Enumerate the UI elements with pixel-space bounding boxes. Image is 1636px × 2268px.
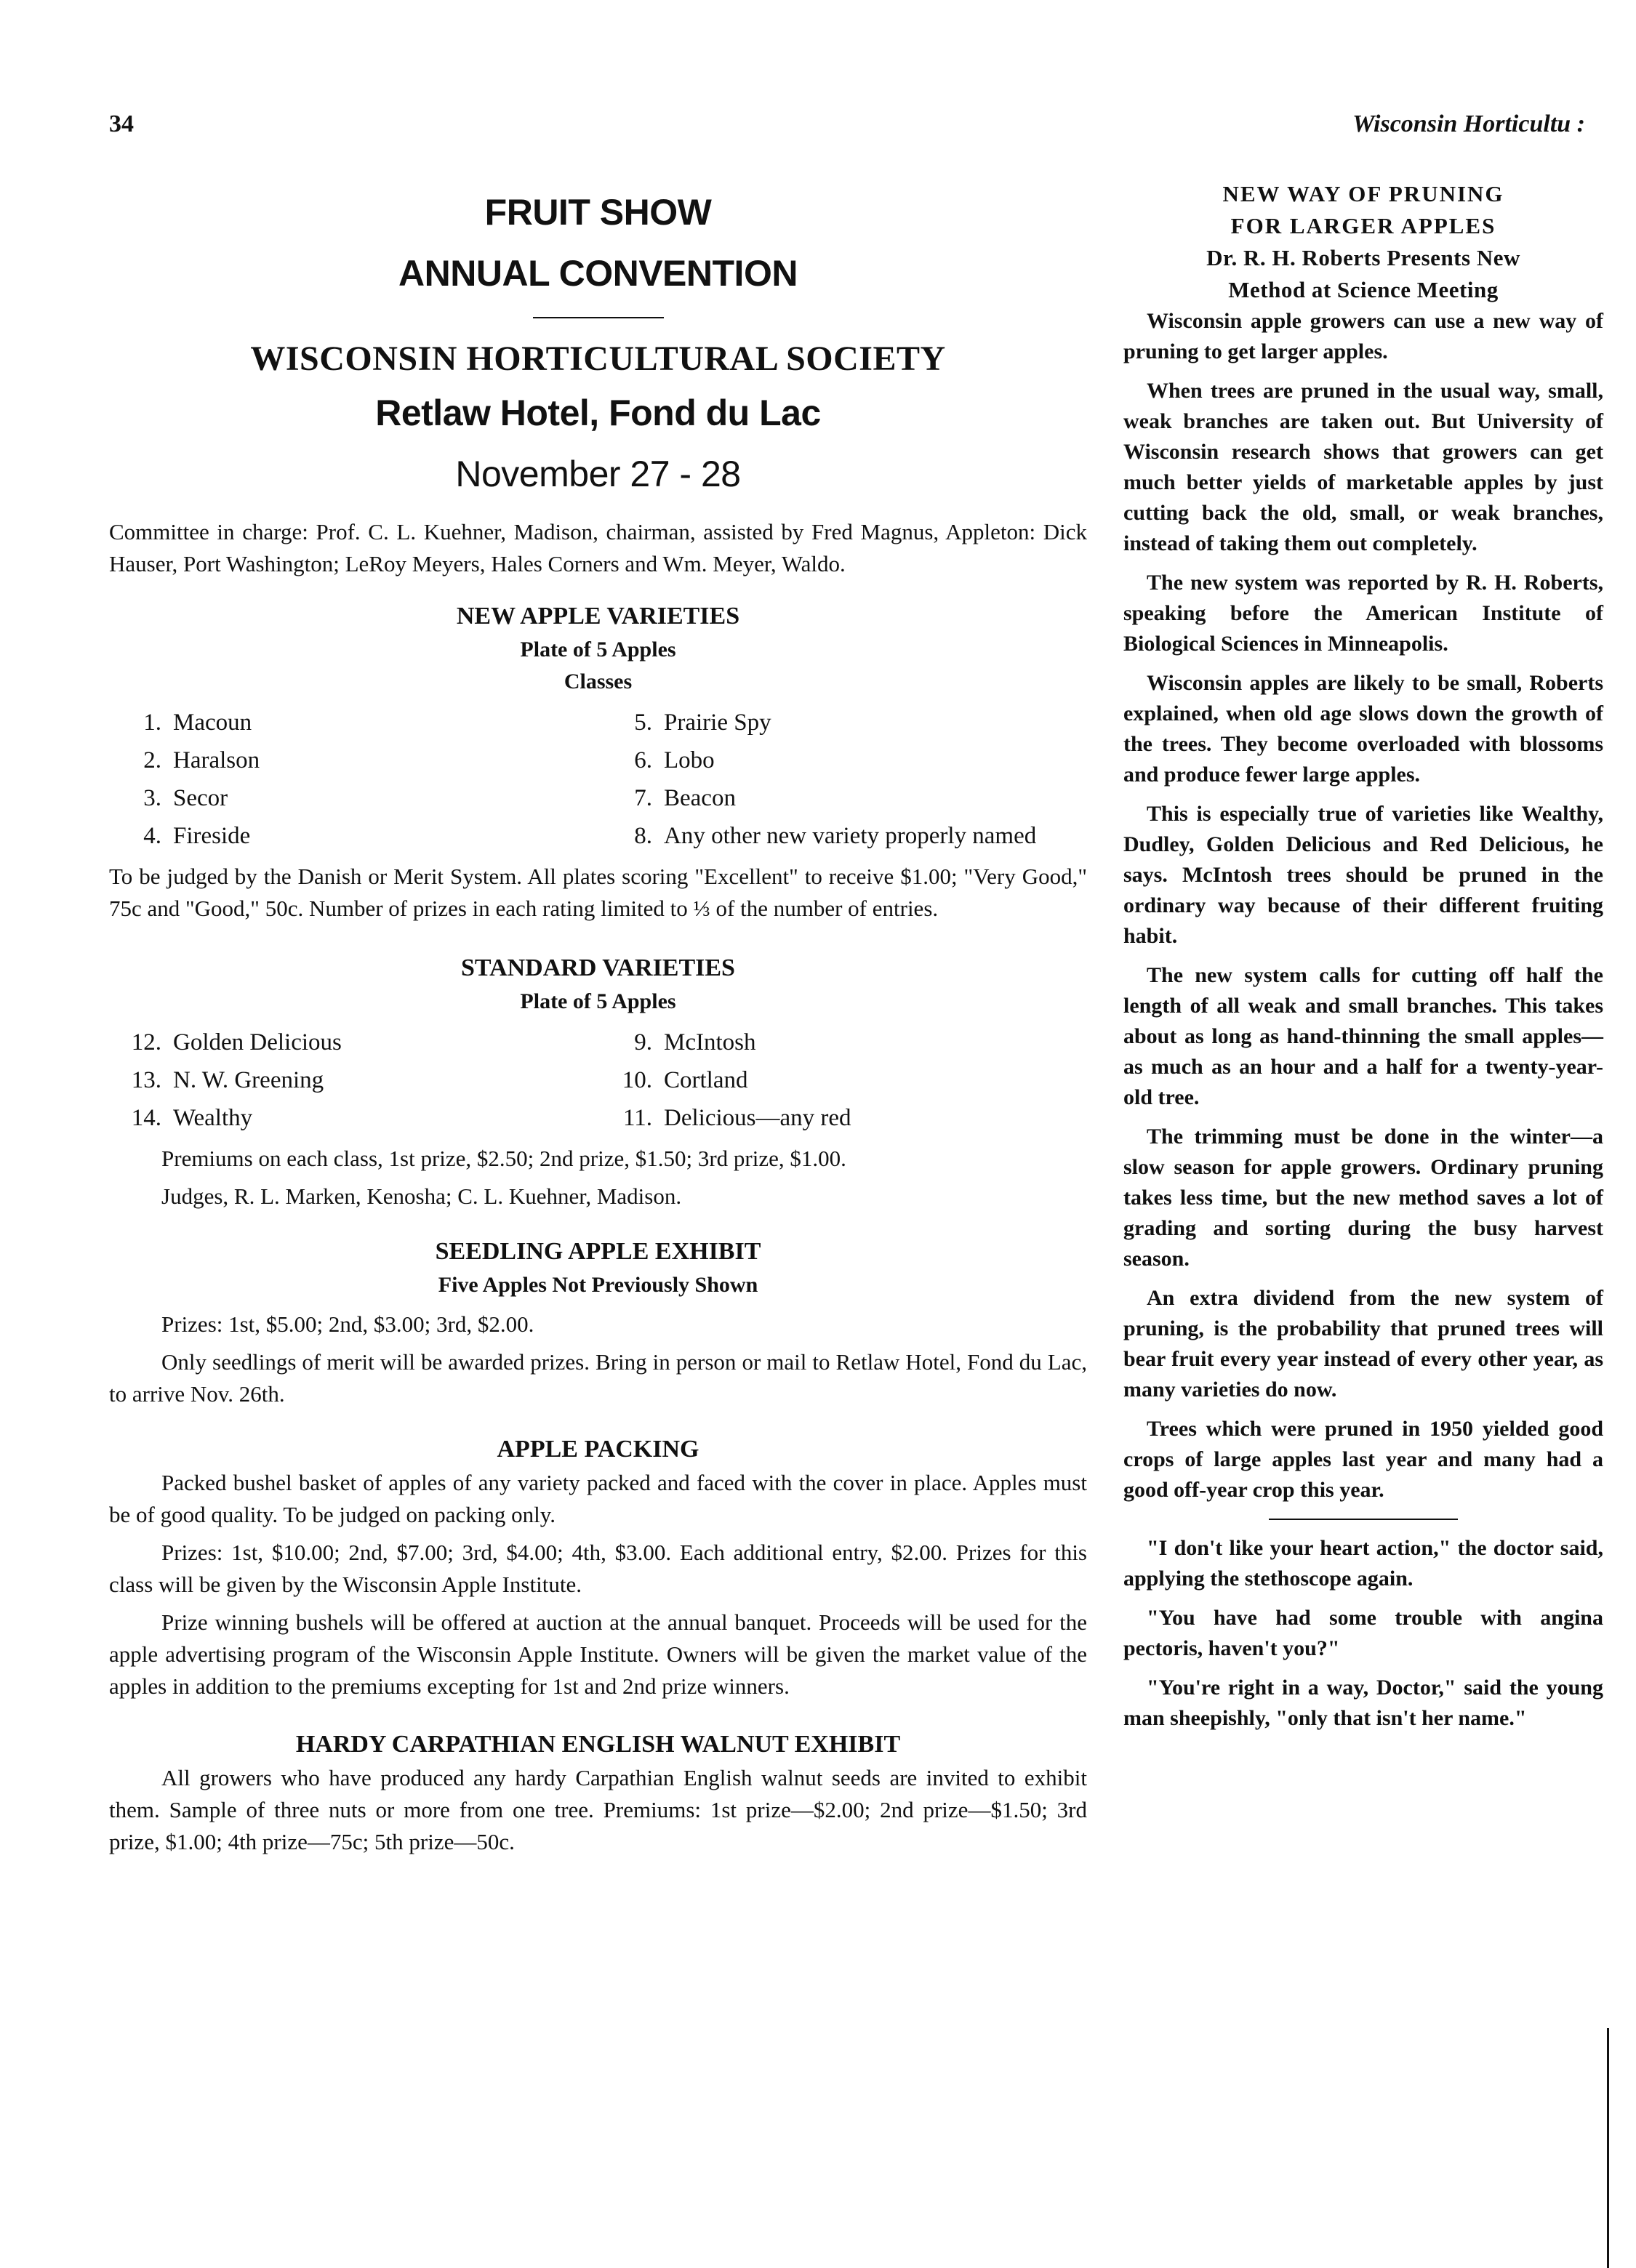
article-p1: Wisconsin apple growers can use a new way of pruning to get larger apples. xyxy=(1123,309,1603,363)
list-item: 12. Golden Delicious xyxy=(131,1029,342,1055)
new-varieties-right xyxy=(600,704,1087,855)
list-item: 13. N. W. Greening xyxy=(131,1067,324,1093)
society-name: WISCONSIN HORTICULTURAL SOCIETY xyxy=(250,339,946,378)
list-item: 7. Beacon xyxy=(634,785,736,811)
list-item: 9. McIntosh xyxy=(634,1029,756,1055)
seedling-heading: SEEDLING APPLE EXHIBIT xyxy=(435,1238,761,1265)
packing-p3: Prize winning bushels will be offered at auction at the annual banquet. Proceeds will be used for the apple advertising program of the Wisconsin Apple Institute. Owners will be given the market value of the apples in addition to the premiums excepting for 1st and 2nd prize winners. xyxy=(109,1609,1087,1699)
list-item: 1. Macoun xyxy=(143,709,252,736)
hotel-name: Retlaw Hotel, Fond du Lac xyxy=(375,393,821,433)
article-p8: An extra dividend from the new system of pruning, is the probability that pruned trees will bear fruit every year instead of every other year, as many varieties do now. xyxy=(1123,1286,1603,1402)
title-annual-convention: ANNUAL CONVENTION xyxy=(398,253,798,294)
packing-p2: Prizes: 1st, $10.00; 2nd, $7.00; 3rd, $4.00; 4th, $3.00. Each additional entry, $2.00. Prizes for this class will be given by the Wisconsin Apple Institute. xyxy=(109,1540,1087,1597)
judges-text: Judges, R. L. Marken, Kenosha; C. L. Kuehner, Madison. xyxy=(161,1183,682,1209)
article-p3: The new system was reported by R. H. Roberts, speaking before the American Institute of Biological Sciences in Minneapolis. xyxy=(1123,571,1603,656)
article-subtitle-2: Method at Science Meeting xyxy=(1228,277,1499,302)
list-item: 14. Wealthy xyxy=(131,1105,253,1131)
standard-varieties-sub: Plate of 5 Apples xyxy=(520,989,676,1013)
article-p5 xyxy=(1123,799,1603,952)
article-p7: The trimming must be done in the winter—a slow season for apple growers. Ordinary pruning takes less time, but the new method saves a lot of grading and sorting during the busy harvest season. xyxy=(1123,1125,1603,1271)
page-header xyxy=(109,110,1585,147)
list-item: 6. Lobo xyxy=(634,747,715,773)
article-subtitle-1: Dr. R. H. Roberts Presents New xyxy=(1206,245,1520,270)
walnut-p1: All growers who have produced any hardy Carpathian English walnut seeds are invited to exhibit them. Sample of three nuts or more from one tree. Premiums: 1st prize—$2.00; 2nd prize—$1.50; 3rd prize, $1.00; 4th prize—75c; 5th prize—50c. xyxy=(109,1765,1087,1854)
seedling-prizes: Prizes: 1st, $5.00; 2nd, $3.00; 3rd, $2.00. xyxy=(161,1311,534,1337)
packing-heading: APPLE PACKING xyxy=(497,1436,699,1463)
column-edge-rule xyxy=(1607,2028,1609,2268)
article-p6-b: This takes about as long as hand-thinning the small apples—as much as an hour and a half for a twenty-year-old tree. xyxy=(1123,994,1604,1109)
article-divider xyxy=(1269,1519,1458,1520)
committee-text: Committee in charge: Prof. C. L. Kuehner, Madison, chairman, assisted by Fred Magnus, Appleton: Dick Hauser, Port Washington; LeRoy Meyers, Hales Corners and Wm. Meyer, Waldo. xyxy=(109,519,1087,576)
judging-text: To be judged by the Danish or Merit System. All plates scoring "Excellent" to receive $1.00; "Very Good," 75c and "Good," 50c. Number of prizes in each rating limited to ⅓ of the number of entries. xyxy=(109,864,1087,921)
seedling-text: Only seedlings of merit will be awarded prizes. Bring in person or mail to Retlaw Hotel, Fond du Lac, to arrive Nov. 26th. xyxy=(109,1349,1087,1407)
classes-label: Classes xyxy=(564,669,633,693)
running-head: Wisconsin Horticultu : xyxy=(1352,110,1585,137)
list-item: 3. Secor xyxy=(143,785,228,811)
list-item: 11. Delicious—any red xyxy=(622,1105,851,1131)
list-item: 2. Haralson xyxy=(143,747,260,773)
article-p5-a: This is especially true of varieties like Wealthy, Dudley, Golden Delicious and Red Delicious, he says. xyxy=(1123,802,1603,887)
new-varieties-list xyxy=(109,704,1087,855)
title-fruit-show: FRUIT SHOW xyxy=(484,192,712,233)
seedling-sub: Five Apples Not Previously Shown xyxy=(438,1273,758,1297)
list-item: 10. Cortland xyxy=(622,1067,748,1093)
joke-p1: "I don't like your heart action," the doctor said, applying the stethoscope again. xyxy=(1123,1536,1603,1591)
article-p6-emph: The new system calls for cutting off half the length of all weak and small branches. xyxy=(1123,963,1603,1018)
left-column xyxy=(109,182,1087,1864)
article-p5-emph: McIntosh trees should be pruned in the ordinary way xyxy=(1123,863,1603,917)
article-title-2: FOR LARGER APPLES xyxy=(1230,213,1496,238)
list-item: 4. Fireside xyxy=(143,823,251,849)
article-p2: When trees are pruned in the usual way, small, weak branches are taken out. But University of Wisconsin research shows that growers can get much better yields of marketable apples by just cutting back the old, small, or weak branches, instead of taking them out completely. xyxy=(1123,379,1603,555)
list-item: 8. Any other new variety properly named xyxy=(634,823,1037,849)
new-varieties-sub: Plate of 5 Apples xyxy=(520,638,676,662)
premiums-text: Premiums on each class, 1st prize, $2.50; 2nd prize, $1.50; 3rd prize, $1.00. xyxy=(161,1146,846,1171)
right-column xyxy=(1123,178,1603,1742)
standard-varieties-heading: STANDARD VARIETIES xyxy=(461,954,735,981)
standard-varieties-list xyxy=(109,1024,1087,1137)
joke-p3: "You're right in a way, Doctor," said the young man sheepishly, "only that isn't her name." xyxy=(1123,1676,1603,1730)
article-title-1: NEW WAY OF PRUNING xyxy=(1222,181,1504,206)
new-varieties-heading: NEW APPLE VARIETIES xyxy=(456,603,740,630)
title-divider xyxy=(533,317,664,318)
walnut-heading: HARDY CARPATHIAN ENGLISH WALNUT EXHIBIT xyxy=(295,1731,901,1758)
list-item: 5. Prairie Spy xyxy=(634,709,771,736)
article-p9: Trees which were pruned in 1950 yielded good crops of large apples last year and many had a good off-year crop this year. xyxy=(1123,1417,1603,1502)
standard-varieties-right xyxy=(600,1024,1087,1137)
standard-varieties-left xyxy=(109,1024,593,1137)
new-varieties-left xyxy=(109,704,593,855)
article-p6 xyxy=(1123,960,1603,1113)
convention-dates: November 27 - 28 xyxy=(455,454,741,494)
article-p5-c: because of their different fruiting habit. xyxy=(1123,893,1604,948)
joke-p2: "You have had some trouble with angina pectoris, haven't you?" xyxy=(1123,1606,1603,1660)
article-p4: Wisconsin apples are likely to be small, Roberts explained, when old age slows down the growth of the trees. They become overloaded with blossoms and produce fewer large apples. xyxy=(1123,671,1603,787)
page-number: 34 xyxy=(109,110,134,137)
packing-p1: Packed bushel basket of apples of any variety packed and faced with the cover in place. Apples must be of good quality. To be judged on packing only. xyxy=(109,1470,1087,1527)
